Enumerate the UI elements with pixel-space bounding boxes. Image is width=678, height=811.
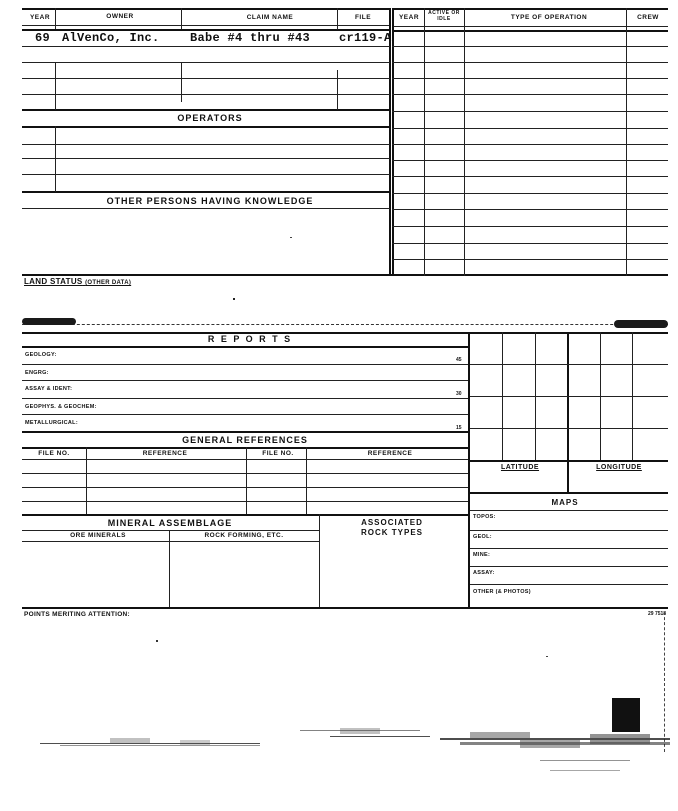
rock-forming-header: ROCK FORMING, ETC. — [204, 532, 284, 539]
maps-mine: MINE: — [473, 552, 491, 558]
owner-header: OWNER — [106, 13, 134, 20]
form-number: 29 7518 — [648, 611, 667, 617]
maps-geol: GEOL: — [473, 534, 492, 540]
points-meriting-attention: POINTS MERITING ATTENTION: — [24, 611, 131, 618]
ref-file-no-2: FILE NO. — [262, 450, 294, 457]
maps-heading: MAPS — [551, 498, 579, 507]
report-num-metallurgical: 15 — [456, 425, 462, 431]
land-status-label: LAND STATUS — [24, 277, 83, 286]
maps-other: OTHER (& PHOTOS) — [473, 589, 531, 595]
row-claim-name: Babe #4 thru #43 — [190, 31, 311, 45]
ore-minerals-header: ORE MINERALS — [70, 532, 126, 539]
speck — [290, 237, 292, 238]
longitude-label: LONGITUDE — [596, 464, 642, 471]
row-year: 69 — [35, 31, 51, 45]
report-label-geophys: GEOPHYS. & GEOCHEM: — [25, 404, 97, 410]
smudge — [22, 318, 76, 325]
scan-noise — [0, 690, 678, 790]
type-of-operation-header: TYPE OF OPERATION — [510, 14, 588, 21]
report-label-engrg: ENGRG: — [25, 370, 49, 376]
smudge — [614, 320, 668, 328]
file-header: FILE — [354, 14, 372, 21]
mineral-assemblage-heading: MINERAL ASSEMBLAGE — [107, 518, 233, 528]
report-num-assay: 30 — [456, 391, 462, 397]
associated-heading: ASSOCIATED — [361, 518, 423, 527]
rock-types-heading: ROCK TYPES — [360, 528, 423, 537]
general-references-heading: GENERAL REFERENCES — [182, 435, 308, 445]
maps-assay: ASSAY: — [473, 570, 495, 576]
claim-name-header: CLAIM NAME — [246, 14, 294, 21]
speck — [156, 640, 158, 642]
other-persons-heading: OTHER PERSONS HAVING KNOWLEDGE — [106, 196, 314, 206]
ref-file-no-1: FILE NO. — [38, 450, 70, 457]
ref-reference-2: REFERENCE — [367, 450, 413, 457]
speck — [233, 298, 235, 300]
speck — [546, 656, 548, 657]
row-owner: AlVenCo, Inc. — [62, 31, 160, 45]
operators-heading: OPERATORS — [177, 113, 243, 123]
latitude-label: LATITUDE — [500, 464, 540, 471]
report-label-geology: GEOLOGY: — [25, 352, 57, 358]
activity-year-header: YEAR — [398, 14, 420, 21]
land-status-sub: (OTHER DATA) — [85, 280, 132, 286]
section-divider — [22, 324, 668, 325]
ref-reference-1: REFERENCE — [142, 450, 188, 457]
report-label-metallurgical: METALLURGICAL: — [25, 420, 78, 426]
row-file: cr119-A — [339, 31, 392, 45]
report-label-assay: ASSAY & IDENT: — [25, 386, 73, 392]
report-num-geology: 45 — [456, 357, 462, 363]
maps-topos: TOPOS: — [473, 514, 496, 520]
crew-header: CREW — [637, 14, 659, 21]
year-header: YEAR — [29, 14, 51, 21]
land-status — [24, 277, 131, 286]
active-or-idle-header: ACTIVE OR IDLE — [428, 10, 460, 22]
reports-heading: R E P O R T S — [207, 334, 293, 344]
